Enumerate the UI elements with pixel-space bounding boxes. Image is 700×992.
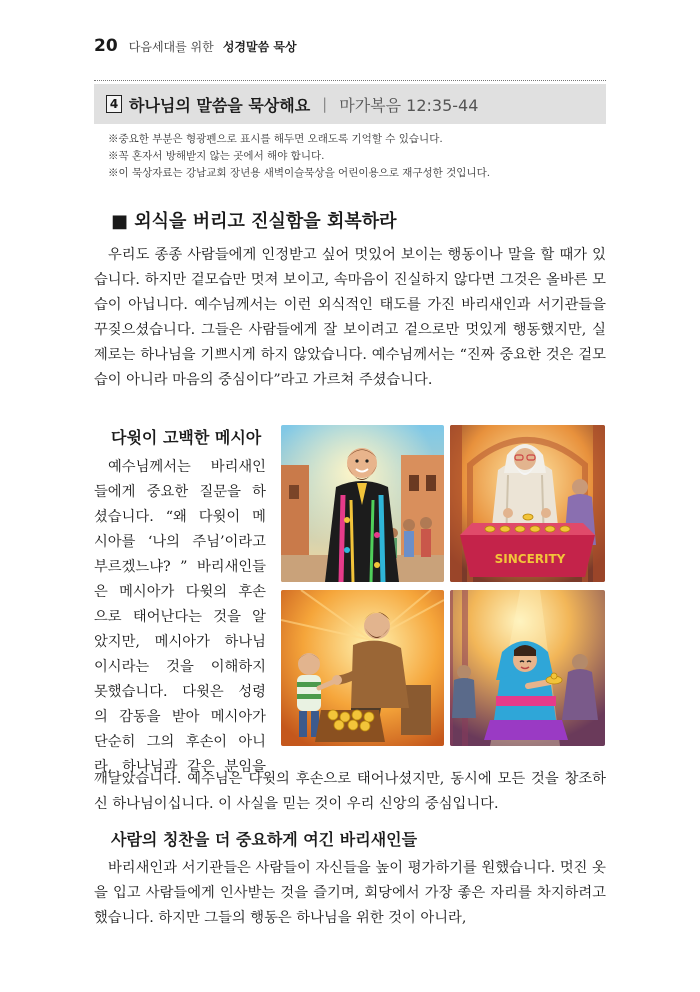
paragraph-line: 부르겠느냐? ” 바리새인들 (94, 559, 266, 575)
notes (108, 131, 490, 182)
paragraph-line: 의 감동을 받아 메시아가 (94, 709, 266, 725)
paragraph-line: 라, 하나님과 같은 분임을 (94, 759, 266, 775)
subheading-messiah: 다윗이 고백한 메시아 (111, 428, 262, 447)
paragraph-line: 들에게 중요한 질문을 하 (94, 484, 266, 500)
illustration-man-and-child (281, 590, 444, 746)
box-label-text: SINCERITY (494, 552, 566, 566)
paragraph-line: 시아를 ‘나의 주님’이라고 (94, 534, 266, 550)
section-banner (94, 84, 606, 124)
illustration-kneeling-girl (450, 590, 605, 746)
book-title: 성경말씀 묵상 (222, 40, 297, 54)
page-number: 20 (94, 36, 118, 56)
illustration-pharisee-in-robes (281, 425, 444, 582)
paragraph-line: 은 메시아가 다윗의 후손 (94, 584, 266, 600)
note-line: ※꼭 혼자서 방해받지 않는 곳에서 해야 합니다. (108, 150, 325, 162)
main-heading: ■ 외식을 버리고 진실함을 회복하라 (111, 211, 397, 232)
illustration-offering-box (450, 425, 605, 582)
section-title: 하나님의 말씀을 묵상해요 (129, 95, 311, 115)
series-title: 다음세대를 위한 (128, 40, 214, 54)
paragraph-line: 예수님께서는 바리새인 (108, 459, 266, 475)
paragraph-line: 았지만, 메시아가 하나님 (94, 634, 266, 650)
section-number: 4 (106, 95, 122, 113)
pharisees-paragraph: 바리새인과 서기관들은 사람들이 자신들을 높이 평가하기를 원했습니다. 멋진 옷을 입고 사람들에게 인사받는 것을 즐기며, 회당에서 가장 좋은 자리를 차지하려고 했습니다. 하지만 그들의 행동은 하나님을 위한 것이 아니라, (94, 860, 606, 926)
paragraph-line: 단순히 그의 후손이 아니 (94, 734, 266, 750)
intro-paragraph: 우리도 종종 사람들에게 인정받고 싶어 멋있어 보이는 행동이나 말을 할 때가 있습니다. 하지만 겉모습만 멋져 보이고, 속마음이 진실하지 않다면 그것은 올바른 모습이 아닙니다. 예수님께서는 이런 외식적인 태도를 가진 바리새인과 서기관들을 꾸짖으셨습니다. 그들은 사람들에게 잘 보이려고 겉으로만 멋있게 행동했지만, 실제로는 하나님을 기쁘시게 하지 않았습니다. 예수님께서는 “진짜 중요한 것은 겉모습이 아니라 마음의 중심이다”라고 가르쳐 주셨습니다. (94, 247, 606, 388)
note-line: ※이 묵상자료는 강남교회 장년용 새벽이슬묵상을 어린이용으로 재구성한 것입니다. (108, 167, 491, 179)
dotted-divider (94, 80, 606, 81)
running-header (94, 36, 297, 56)
paragraph-line: 셨습니다. “왜 다윗이 메 (94, 509, 266, 525)
scripture-reference: 마가복음 12:35-44 (339, 95, 479, 115)
paragraph-line: 이시라는 것을 이해하지 (94, 659, 266, 675)
subheading-pharisees: 사람의 칭찬을 더 중요하게 여긴 바리새인들 (111, 830, 418, 849)
paragraph-line: 으로 태어난다는 것을 알 (94, 609, 266, 625)
paragraph-line: 못했습니다. 다윗은 성령 (94, 684, 266, 700)
messiah-paragraph-tail: 깨달았습니다. 예수님은 다윗의 후손으로 태어나셨지만, 동시에 모든 것을 창조하신 하나님이십니다. 이 사실을 믿는 것이 우리 신앙의 중심입니다. (94, 771, 606, 812)
note-line: ※중요한 부분은 형광펜으로 표시를 해두면 오래도록 기억할 수 있습니다. (108, 133, 443, 145)
section-separator: | (322, 95, 328, 113)
